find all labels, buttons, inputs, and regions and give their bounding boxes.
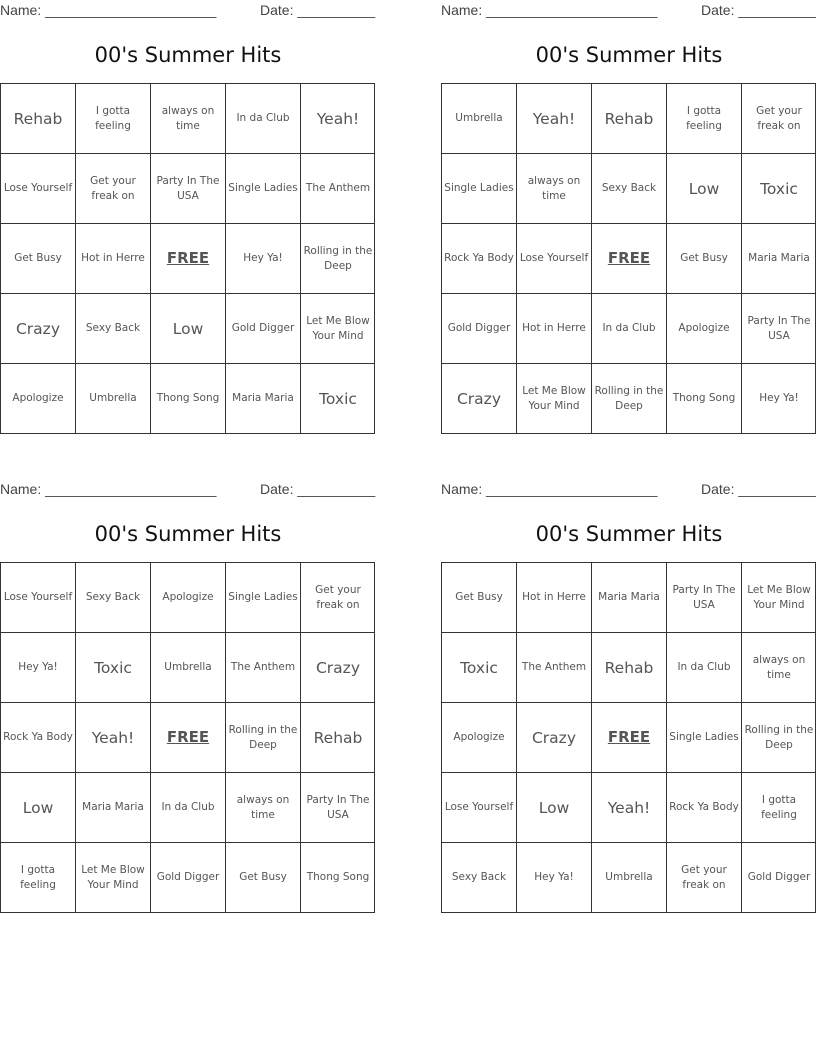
- bingo-cell: Gold Digger: [151, 843, 225, 912]
- bingo-cell: Get your freak on: [76, 154, 150, 223]
- bingo-cell: Gold Digger: [742, 843, 816, 912]
- bingo-cell: Crazy: [1, 294, 75, 363]
- name-date-row: [0, 2, 376, 20]
- bingo-cell: Toxic: [301, 364, 375, 433]
- bingo-cell: Sexy Back: [76, 563, 150, 632]
- bingo-cell: Toxic: [442, 633, 516, 702]
- bingo-cell: Yeah!: [592, 773, 666, 842]
- free-space-cell: FREE: [151, 703, 225, 772]
- bingo-cell: Apologize: [442, 703, 516, 772]
- bingo-cell: Get your freak on: [667, 843, 741, 912]
- bingo-cell: Thong Song: [301, 843, 375, 912]
- bingo-cell: Rock Ya Body: [442, 224, 516, 293]
- bingo-card-3: [0, 479, 376, 919]
- bingo-cell: Lose Yourself: [442, 773, 516, 842]
- card-title: 00's Summer Hits: [94, 522, 282, 546]
- bingo-cell: Hot in Herre: [517, 563, 591, 632]
- name-field: Name: ______________________: [441, 2, 658, 18]
- bingo-cell: Low: [667, 154, 741, 223]
- bingo-cell: Rock Ya Body: [1, 703, 75, 772]
- bingo-cell: Gold Digger: [442, 294, 516, 363]
- bingo-card-2: [441, 0, 816, 440]
- date-field: Date: __________: [701, 481, 816, 497]
- bingo-cell: Lose Yourself: [517, 224, 591, 293]
- card-title: 00's Summer Hits: [535, 43, 723, 67]
- bingo-cell: The Anthem: [226, 633, 300, 702]
- bingo-cell: Thong Song: [151, 364, 225, 433]
- bingo-cell: Single Ladies: [442, 154, 516, 223]
- bingo-cell: Get Busy: [667, 224, 741, 293]
- card-title: 00's Summer Hits: [535, 522, 723, 546]
- bingo-cell: Hey Ya!: [1, 633, 75, 702]
- bingo-cell: Hot in Herre: [517, 294, 591, 363]
- bingo-cell: Hey Ya!: [226, 224, 300, 293]
- bingo-grid: [0, 83, 375, 434]
- bingo-cell: Get your freak on: [742, 84, 816, 153]
- bingo-cell: Get your freak on: [301, 563, 375, 632]
- bingo-cell: Party In The USA: [667, 563, 741, 632]
- bingo-cell: Single Ladies: [667, 703, 741, 772]
- bingo-cell: Lose Yourself: [1, 563, 75, 632]
- bingo-cell: Yeah!: [301, 84, 375, 153]
- bingo-cell: Maria Maria: [592, 563, 666, 632]
- bingo-cell: Let Me Blow Your Mind: [517, 364, 591, 433]
- bingo-grid: [441, 562, 816, 913]
- bingo-cell: The Anthem: [301, 154, 375, 223]
- bingo-cell: In da Club: [151, 773, 225, 842]
- bingo-cell: always on time: [742, 633, 816, 702]
- name-date-row: [441, 2, 816, 20]
- bingo-cell: Crazy: [442, 364, 516, 433]
- free-space-cell: FREE: [592, 703, 666, 772]
- bingo-cell: Single Ladies: [226, 563, 300, 632]
- card-title: 00's Summer Hits: [94, 43, 282, 67]
- bingo-cell: Let Me Blow Your Mind: [301, 294, 375, 363]
- bingo-cell: Single Ladies: [226, 154, 300, 223]
- bingo-cell: Hot in Herre: [76, 224, 150, 293]
- bingo-cell: I gotta feeling: [742, 773, 816, 842]
- bingo-cell: Lose Yourself: [1, 154, 75, 223]
- bingo-cell: Low: [1, 773, 75, 842]
- bingo-cell: Toxic: [76, 633, 150, 702]
- bingo-cell: Party In The USA: [301, 773, 375, 842]
- bingo-cell: Toxic: [742, 154, 816, 223]
- bingo-cell: Maria Maria: [76, 773, 150, 842]
- bingo-cell: Rolling in the Deep: [226, 703, 300, 772]
- bingo-cell: Umbrella: [592, 843, 666, 912]
- bingo-cell: Low: [151, 294, 225, 363]
- date-field: Date: __________: [260, 2, 376, 18]
- bingo-cell: Let Me Blow Your Mind: [76, 843, 150, 912]
- bingo-cell: In da Club: [667, 633, 741, 702]
- bingo-cell: Apologize: [151, 563, 225, 632]
- bingo-cell: Party In The USA: [151, 154, 225, 223]
- bingo-cell: Thong Song: [667, 364, 741, 433]
- bingo-cell: Rehab: [1, 84, 75, 153]
- bingo-cell: Rehab: [301, 703, 375, 772]
- bingo-cell: I gotta feeling: [76, 84, 150, 153]
- bingo-cell: always on time: [226, 773, 300, 842]
- bingo-cell: Maria Maria: [742, 224, 816, 293]
- bingo-grid: [0, 562, 375, 913]
- bingo-cell: Rolling in the Deep: [592, 364, 666, 433]
- bingo-cell: Sexy Back: [442, 843, 516, 912]
- bingo-cell: Low: [517, 773, 591, 842]
- bingo-cell: Get Busy: [226, 843, 300, 912]
- bingo-cell: Get Busy: [1, 224, 75, 293]
- bingo-cell: Rehab: [592, 633, 666, 702]
- bingo-cell: Umbrella: [442, 84, 516, 153]
- bingo-cell: Apologize: [667, 294, 741, 363]
- bingo-cell: Hey Ya!: [742, 364, 816, 433]
- bingo-cell: Party In The USA: [742, 294, 816, 363]
- bingo-cell: I gotta feeling: [667, 84, 741, 153]
- bingo-cell: Rolling in the Deep: [301, 224, 375, 293]
- bingo-grid: [441, 83, 816, 434]
- bingo-cell: Rock Ya Body: [667, 773, 741, 842]
- bingo-cell: Get Busy: [442, 563, 516, 632]
- free-space-cell: FREE: [592, 224, 666, 293]
- bingo-cell: Rehab: [592, 84, 666, 153]
- bingo-card-1: [0, 0, 376, 440]
- bingo-cell: Rolling in the Deep: [742, 703, 816, 772]
- bingo-cell: Let Me Blow Your Mind: [742, 563, 816, 632]
- bingo-cell: I gotta feeling: [1, 843, 75, 912]
- bingo-card-4: [441, 479, 816, 919]
- bingo-cell: In da Club: [226, 84, 300, 153]
- free-space-cell: FREE: [151, 224, 225, 293]
- bingo-cell: The Anthem: [517, 633, 591, 702]
- name-field: Name: ______________________: [441, 481, 658, 497]
- bingo-cell: Crazy: [517, 703, 591, 772]
- bingo-cell: Yeah!: [76, 703, 150, 772]
- bingo-cell: Sexy Back: [592, 154, 666, 223]
- bingo-cell: always on time: [517, 154, 591, 223]
- bingo-cell: always on time: [151, 84, 225, 153]
- bingo-cell: In da Club: [592, 294, 666, 363]
- name-date-row: [441, 481, 816, 499]
- name-field: Name: ______________________: [0, 2, 217, 18]
- bingo-cell: Crazy: [301, 633, 375, 702]
- date-field: Date: __________: [701, 2, 816, 18]
- bingo-cell: Apologize: [1, 364, 75, 433]
- name-date-row: [0, 481, 376, 499]
- bingo-cell: Umbrella: [76, 364, 150, 433]
- bingo-cell: Hey Ya!: [517, 843, 591, 912]
- name-field: Name: ______________________: [0, 481, 217, 497]
- date-field: Date: __________: [260, 481, 376, 497]
- bingo-cell: Yeah!: [517, 84, 591, 153]
- bingo-cell: Sexy Back: [76, 294, 150, 363]
- bingo-cell: Gold Digger: [226, 294, 300, 363]
- bingo-cell: Maria Maria: [226, 364, 300, 433]
- bingo-cell: Umbrella: [151, 633, 225, 702]
